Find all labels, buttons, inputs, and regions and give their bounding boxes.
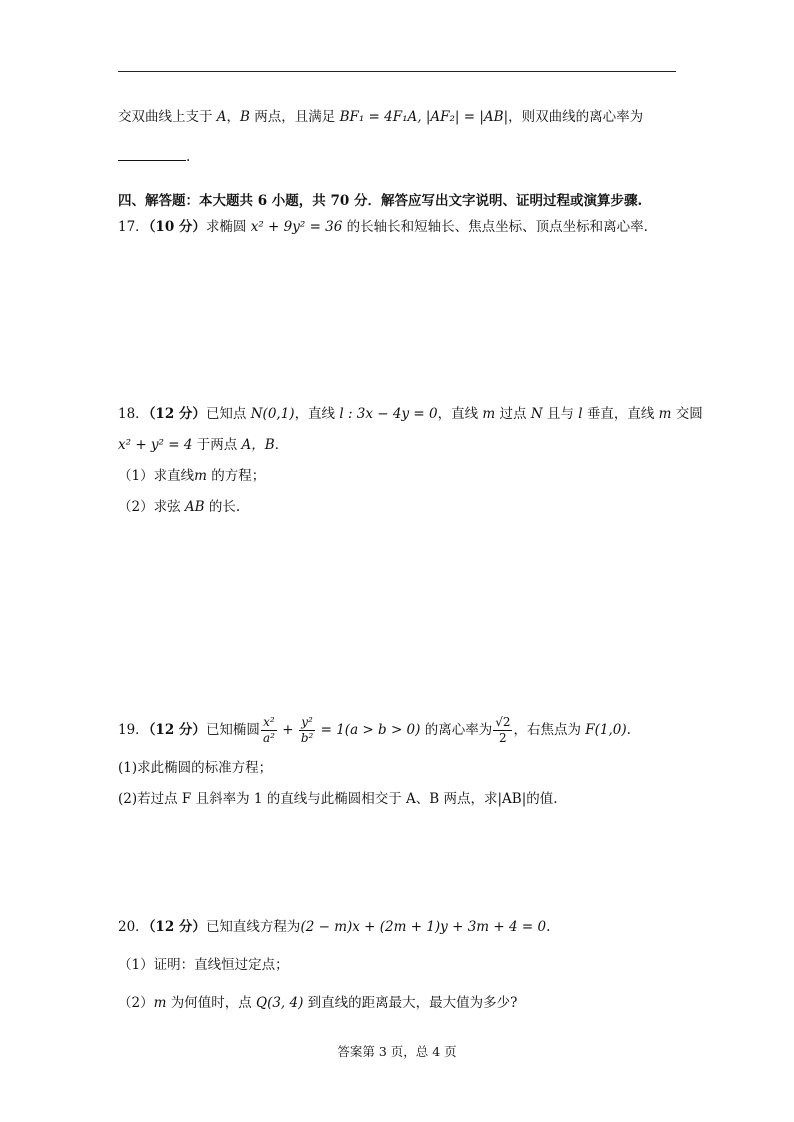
q20-p2-text: 为何值时，点 <box>166 995 256 1011</box>
q19-fx-den: a² <box>262 731 275 745</box>
q18-p2-text-b: 的长. <box>204 499 241 515</box>
q19-e-den: 2 <box>499 731 507 745</box>
q19-frac-x <box>261 715 277 746</box>
prev-sep: ， <box>226 109 241 125</box>
prev-question-line <box>118 107 643 127</box>
q19-part-2: (2)若过点 F 且斜率为 1 的直线与此椭圆相交于 A、B 两点，求|AB|的值. <box>118 791 558 807</box>
q18-part-2 <box>118 497 240 517</box>
q18-point: N(0,1) <box>250 406 295 422</box>
q18-text-e: 且与 <box>542 406 579 422</box>
prev-formula: BF₁ = 4F₁A, |AF₂| = |AB| <box>339 109 509 125</box>
prev-point-b: B <box>240 109 250 125</box>
q20-part-2 <box>118 993 517 1013</box>
q17-text: 求椭圆 <box>205 219 251 235</box>
page-footer: 答案第 3 页，总 4 页 <box>337 1044 457 1059</box>
q20-text: 已知直线方程为 <box>205 919 301 935</box>
q19-score: （12 分） <box>148 722 206 738</box>
prev-point-a: A <box>216 109 227 125</box>
q19-text: 已知椭圆 <box>205 722 260 738</box>
q19-frac-e <box>493 715 512 746</box>
q19-fx-num: x² <box>263 715 275 729</box>
question-18 <box>118 404 703 424</box>
prev-answer-line <box>118 146 190 167</box>
q18-text-d: 过点 <box>495 406 531 422</box>
q18-points: A，B <box>241 437 275 453</box>
prev-text-3: ，则双曲线的离心率为 <box>508 109 644 125</box>
q19-fy-num: y² <box>301 715 313 729</box>
q17-equation: x² + 9y² = 36 <box>250 219 343 235</box>
q18-line-l: l : 3x − 4y = 0 <box>339 406 438 422</box>
q17-score: （10 分） <box>148 219 206 235</box>
q20-p2-text-c: 到直线的距离最大，最大值为多少? <box>303 995 518 1011</box>
header-rule <box>118 71 676 72</box>
q19-e-num: √2 <box>495 715 511 729</box>
q19-text-b: 的离心率为 <box>420 722 493 738</box>
q18-text-i: ． <box>274 437 289 453</box>
q19-focus: F(1,0) <box>585 722 627 738</box>
q18-p1-m: m <box>194 468 207 484</box>
q20-score: （12 分） <box>148 919 206 935</box>
q18-score: （12 分） <box>148 406 206 422</box>
q20-p2-label: （2） <box>118 995 154 1011</box>
q18-text-c: ，直线 <box>437 406 483 422</box>
q19-text-c: ，右焦点为 <box>513 722 586 738</box>
question-20 <box>118 917 550 937</box>
blank-tail: . <box>186 149 191 165</box>
q18-p1-text-b: 的方程； <box>206 468 266 484</box>
q19-frac-y <box>299 715 316 746</box>
prev-text-2: 两点，且满足 <box>249 109 340 125</box>
q18-text: 已知点 <box>205 406 251 422</box>
q18-p2-text: （2）求弦 <box>118 499 185 515</box>
q19-plus: + <box>277 722 298 738</box>
answer-blank <box>118 146 186 161</box>
q18-m2: m <box>658 406 672 422</box>
q20-part-1: （1）证明：直线恒过定点； <box>118 957 289 973</box>
question-18-line-2 <box>118 435 288 455</box>
q18-part-1 <box>118 466 265 486</box>
q18-text-b: ，直线 <box>294 406 340 422</box>
question-19 <box>118 713 631 747</box>
q19-condition: = 1(a > b > 0) <box>316 722 421 738</box>
q18-p1-text: （1）求直线 <box>118 468 195 484</box>
q18-p2-ab: AB <box>184 499 205 515</box>
q18-text-f: 垂直，直线 <box>582 406 659 422</box>
q18-text-h: 于两点 <box>192 437 242 453</box>
q20-equation: (2 − m)x + (2m + 1)y + 3m + 4 = 0 <box>300 919 547 935</box>
q20-text-b: . <box>546 919 551 935</box>
q19-part-1: (1)求此椭圆的标准方程； <box>118 760 273 776</box>
q18-number: 18． <box>118 406 149 422</box>
q17-text-2: 的长轴长和短轴长、焦点坐标、顶点坐标和离心率. <box>342 219 648 235</box>
q19-fy-den: b² <box>300 731 314 745</box>
q18-l: l <box>578 406 583 422</box>
prev-text: 交双曲线上支于 <box>118 109 217 125</box>
q20-number: 20． <box>118 919 149 935</box>
q18-circle: x² + y² = 4 <box>118 437 193 453</box>
q19-number: 19． <box>118 722 149 738</box>
section-heading: 四、解答题：本大题共 6 小题，共 70 分．解答应写出文字说明、证明过程或演算步骤. <box>118 193 643 209</box>
q19-text-d: . <box>626 722 631 738</box>
q18-n: N <box>530 406 543 422</box>
q17-number: 17． <box>118 219 149 235</box>
question-17 <box>118 217 648 237</box>
q20-p2-point: Q(3, 4) <box>256 995 304 1011</box>
q18-text-g: 交圆 <box>671 406 703 422</box>
q20-p2-m: m <box>153 995 167 1011</box>
q18-m: m <box>482 406 496 422</box>
